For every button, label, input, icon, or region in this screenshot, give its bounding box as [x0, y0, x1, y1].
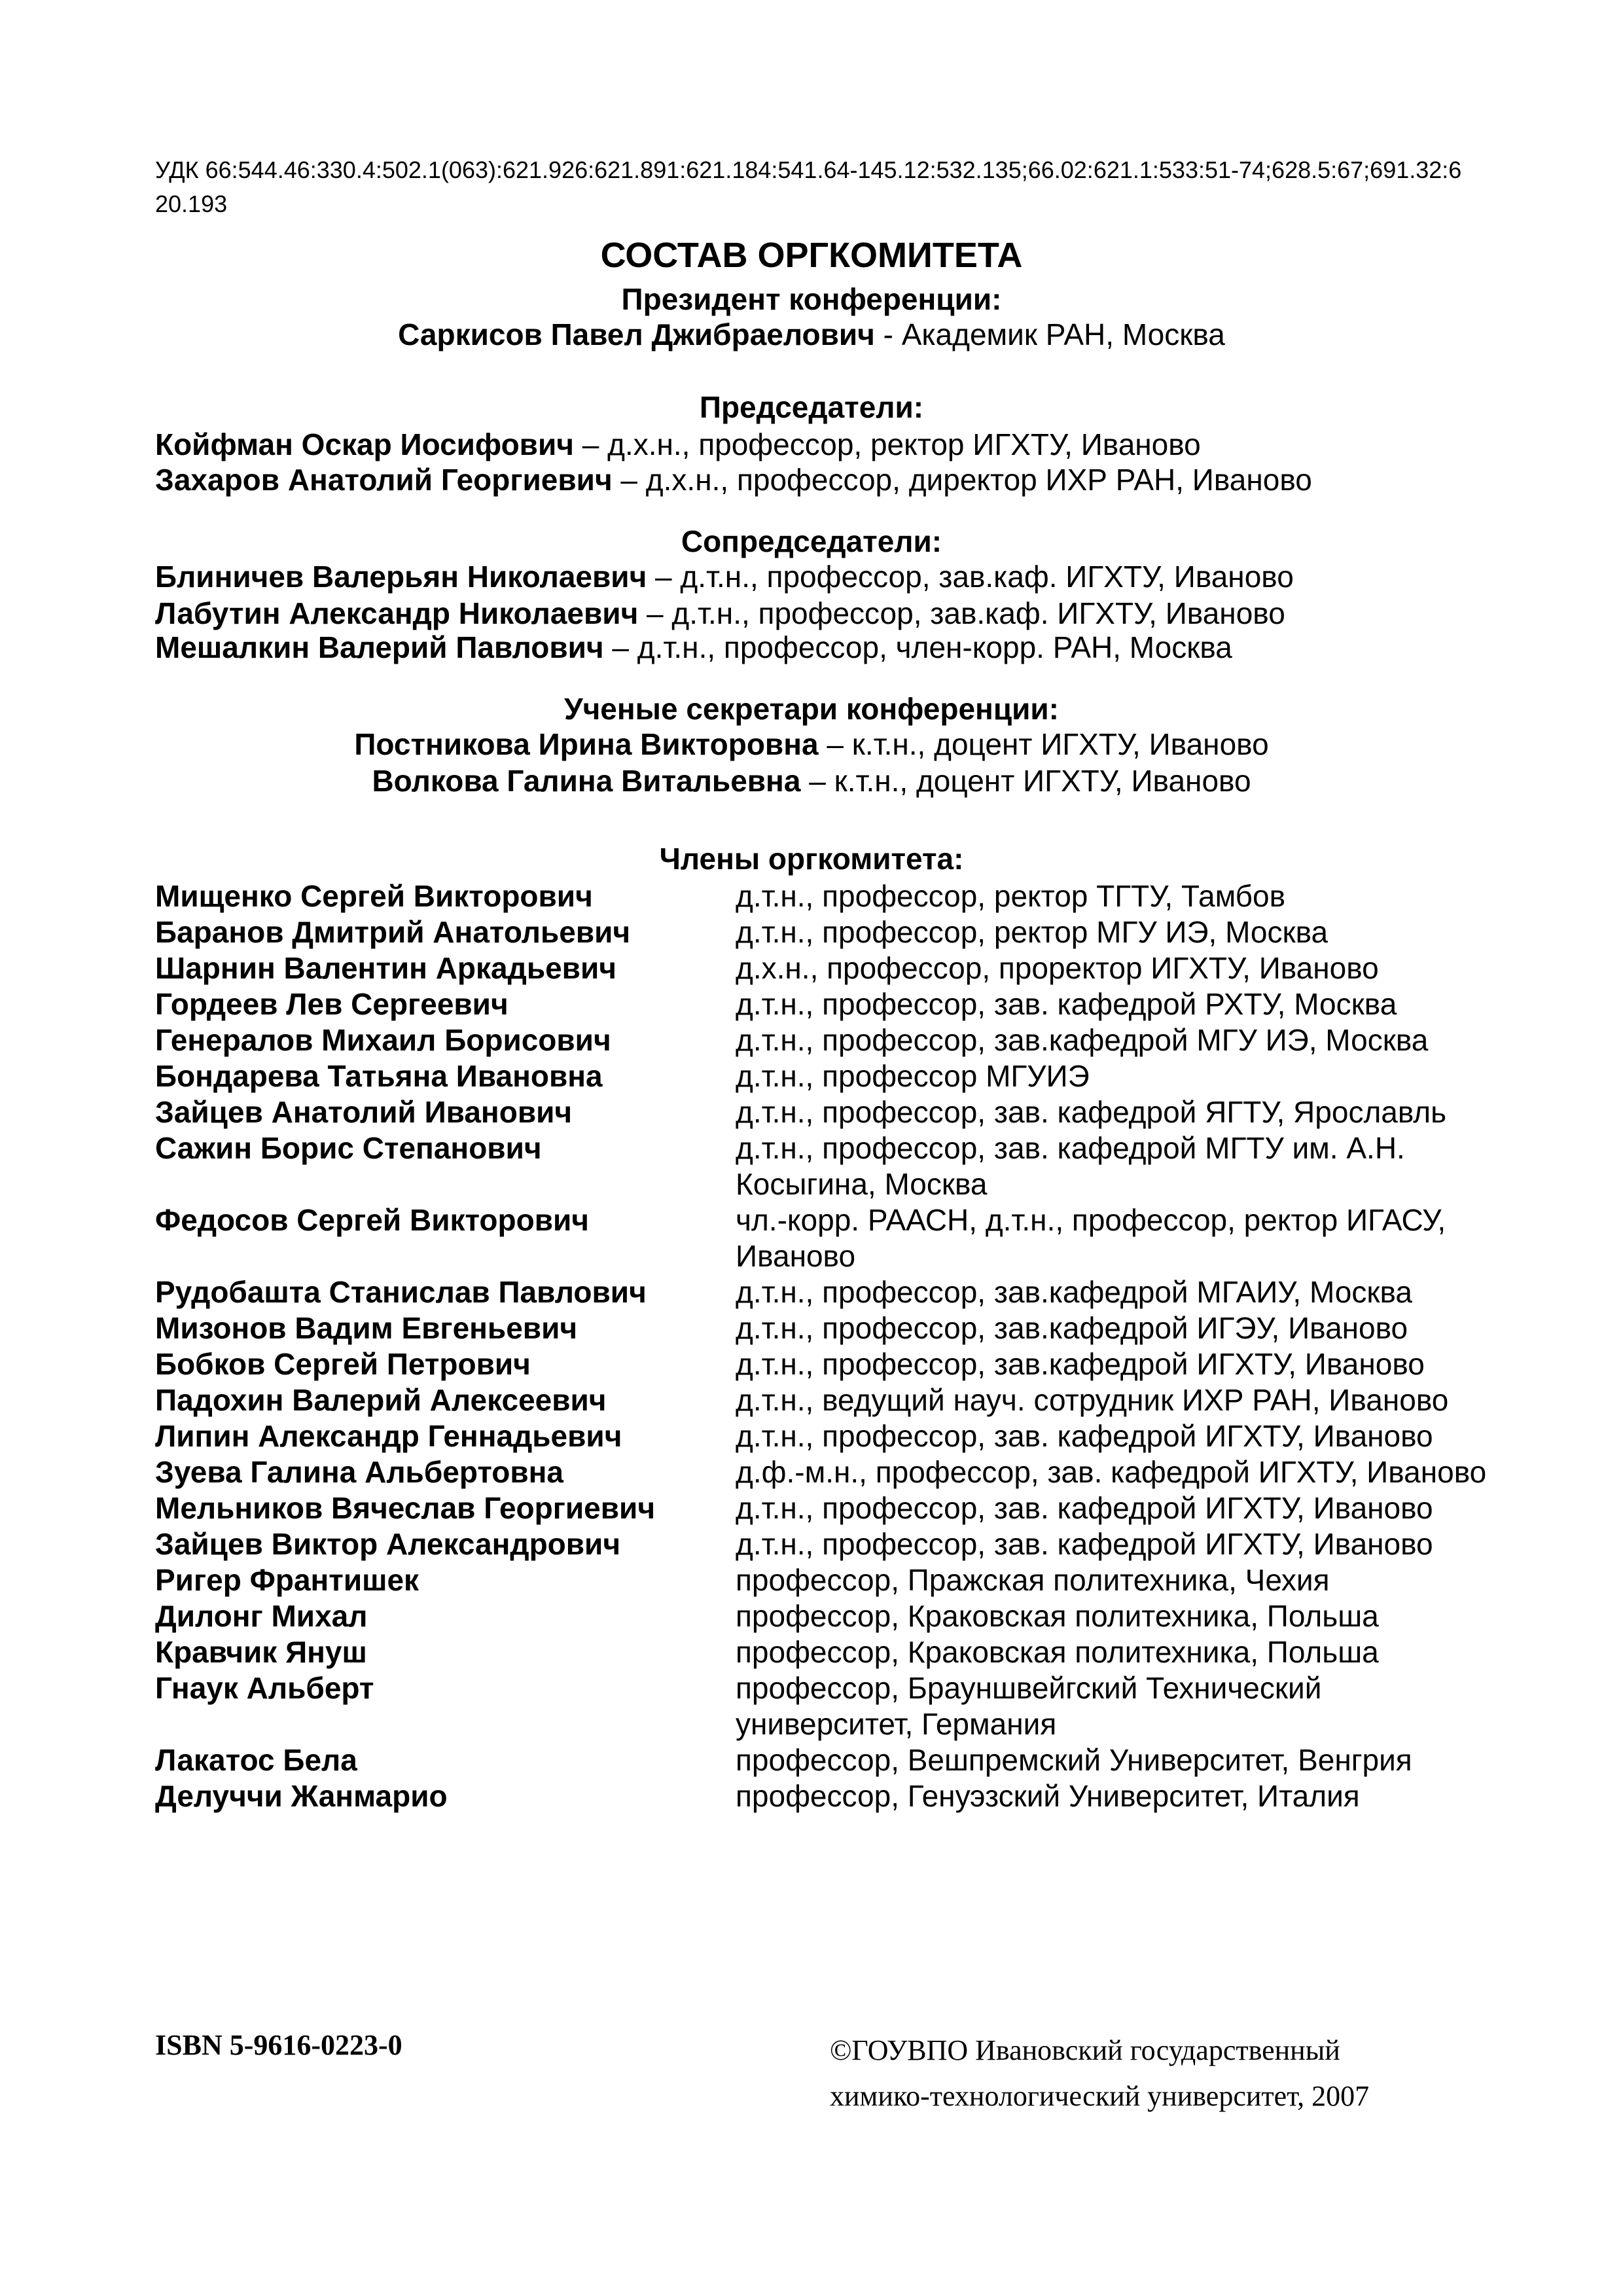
member-desc: д.х.н., профессор, проректор ИГХТУ, Иваново: [736, 951, 1379, 985]
cochair-line: [155, 559, 1294, 594]
president-desc: - Академик РАН, Москва: [874, 317, 1225, 351]
member-name: Падохин Валерий Алексеевич: [155, 1383, 607, 1417]
copyright: [830, 2028, 1369, 2119]
member-name: Зайцев Виктор Александрович: [155, 1527, 621, 1561]
chair-line: [155, 427, 1201, 462]
president-heading: Президент конференции:: [621, 282, 1002, 316]
member-name: Бондарева Татьяна Ивановна: [155, 1059, 603, 1093]
member-row: [155, 1274, 1503, 1310]
member-name: Бобков Сергей Петрович: [155, 1347, 531, 1381]
cochair-desc: – д.т.н., профессор, зав.каф. ИГХТУ, Иваново: [647, 560, 1294, 594]
member-name: Сажин Борис Степанович: [155, 1131, 542, 1165]
member-desc: д.т.н., профессор, зав. кафедрой ИГХТУ, Иваново: [736, 1527, 1433, 1561]
member-name: Дилонг Михал: [155, 1599, 368, 1633]
secretary-desc: – к.т.н., доцент ИГХТУ, Иваново: [800, 764, 1251, 798]
member-desc: профессор, Краковская политехника, Польша: [736, 1635, 1379, 1669]
members-list: [155, 878, 1503, 1814]
president-name: Саркисов Павел Джибраелович: [398, 317, 875, 351]
member-desc: профессор, Генуэзский Университет, Италия: [736, 1779, 1360, 1813]
member-row: [155, 1022, 1503, 1058]
member-desc: д.т.н., профессор, зав. кафедрой ИГХТУ, Иваново: [736, 1419, 1433, 1453]
member-desc: д.т.н., профессор, зав.кафедрой ИГЭУ, Иваново: [736, 1311, 1408, 1345]
member-name: Рудобашта Станислав Павлович: [155, 1275, 647, 1309]
member-name: Липин Александр Геннадьевич: [155, 1419, 622, 1453]
member-name: Лакатос Бела: [155, 1743, 357, 1777]
member-row: [155, 1562, 1503, 1598]
secretary-name: Волкова Галина Витальевна: [372, 764, 801, 798]
member-name: Мизонов Вадим Евгеньевич: [155, 1311, 578, 1345]
member-row: [155, 878, 1503, 914]
member-desc: профессор, Краковская политехника, Польша: [736, 1599, 1379, 1633]
member-desc: д.т.н., профессор, зав. кафедрой ИГХТУ, Иваново: [736, 1491, 1433, 1525]
copyright-line: ©ГОУВПО Ивановский государственный: [830, 2034, 1340, 2066]
chair-name: Захаров Анатолий Георгиевич: [155, 463, 613, 497]
member-row: [155, 1526, 1503, 1562]
isbn: ISBN 5-9616-0223-0: [155, 2029, 402, 2061]
member-name: Генералов Михаил Борисович: [155, 1023, 611, 1057]
member-row: [155, 1094, 1503, 1130]
member-row: [155, 1346, 1503, 1382]
cochairs-heading: Сопредседатели:: [681, 524, 942, 558]
member-row: [155, 1058, 1503, 1094]
secretary-line: [0, 726, 1623, 762]
chair-desc: – д.х.н., профессор, директор ИХР РАН, Иваново: [612, 463, 1312, 497]
member-name: Ригер Франтишек: [155, 1563, 419, 1597]
member-name: Шарнин Валентин Аркадьевич: [155, 951, 616, 985]
member-desc: д.т.н., ведущий науч. сотрудник ИХР РАН, Иваново: [736, 1383, 1449, 1417]
member-desc: д.т.н., профессор, ректор ТГТУ, Тамбов: [736, 879, 1286, 913]
udc-code: УДК 66:544.46:330.4:502.1(063):621.926:621.891:621.184:541.64-145.12:532.135;66.02:621.1:533:51-74;628.5:67;691.32:620.193: [155, 156, 1462, 217]
copyright-line: химико-технологический университет, 2007: [830, 2080, 1370, 2112]
member-desc: профессор, Пражская политехника, Чехия: [736, 1563, 1330, 1597]
member-row: [155, 986, 1503, 1022]
member-row: [155, 1742, 1503, 1778]
cochair-desc: – д.т.н., профессор, член-корр. РАН, Москва: [603, 630, 1232, 664]
member-row: [155, 1634, 1503, 1670]
member-name: Зуева Галина Альбертовна: [155, 1455, 563, 1489]
member-name: Мищенко Сергей Викторович: [155, 879, 593, 913]
member-row: [155, 1490, 1503, 1526]
cochair-name: Лабутин Александр Николаевич: [155, 596, 639, 630]
member-desc: д.т.н., профессор, зав. кафедрой РХТУ, Москва: [736, 987, 1397, 1021]
secretary-line: [0, 763, 1623, 798]
member-name: Мельников Вячеслав Георгиевич: [155, 1491, 656, 1525]
member-row: [155, 1670, 1503, 1742]
members-heading: Члены оргкомитета:: [659, 842, 964, 876]
chairs-heading: Председатели:: [699, 390, 924, 424]
member-row: [155, 1130, 1503, 1202]
member-row: [155, 1310, 1503, 1346]
member-desc: профессор, Брауншвейгский Технический университет, Германия: [736, 1671, 1322, 1741]
chair-name: Койфман Оскар Иосифович: [155, 427, 574, 461]
page-title: СОСТАВ ОРГКОМИТЕТА: [600, 236, 1023, 275]
member-row: [155, 950, 1503, 986]
member-desc: д.т.н., профессор, зав.кафедрой ИГХТУ, Иваново: [736, 1347, 1425, 1381]
member-desc: д.т.н., профессор МГУИЭ: [736, 1059, 1090, 1093]
member-name: Гордеев Лев Сергеевич: [155, 987, 508, 1021]
member-name: Гнаук Альберт: [155, 1671, 374, 1705]
member-desc: д.т.н., профессор, зав. кафедрой ЯГТУ, Ярославль: [736, 1095, 1447, 1129]
member-desc: профессор, Вешпремский Университет, Венгрия: [736, 1743, 1412, 1777]
member-row: [155, 1598, 1503, 1634]
member-row: [155, 1418, 1503, 1454]
member-desc: д.т.н., профессор, зав. кафедрой МГТУ им. А.Н. Косыгина, Москва: [736, 1131, 1405, 1201]
chair-desc: – д.х.н., профессор, ректор ИГХТУ, Иваново: [573, 427, 1201, 461]
president-line: [0, 317, 1623, 352]
member-desc: д.ф.-м.н., профессор, зав. кафедрой ИГХТУ, Иваново: [736, 1455, 1487, 1489]
cochair-name: Мешалкин Валерий Павлович: [155, 630, 604, 664]
member-row: [155, 1382, 1503, 1418]
chair-line: [155, 462, 1312, 497]
member-desc: чл.-корр. РААСН, д.т.н., профессор, ректор ИГАСУ, Иваново: [736, 1203, 1446, 1273]
secretary-name: Постникова Ирина Викторовна: [354, 727, 819, 761]
member-row: [155, 1454, 1503, 1490]
cochair-desc: – д.т.н., профессор, зав.каф. ИГХТУ, Иваново: [638, 596, 1285, 630]
member-name: Зайцев Анатолий Иванович: [155, 1095, 573, 1129]
member-row: [155, 914, 1503, 950]
member-name: Баранов Дмитрий Анатольевич: [155, 915, 631, 949]
member-desc: д.т.н., профессор, зав.кафедрой МГУ ИЭ, Москва: [736, 1023, 1429, 1057]
cochair-line: [155, 596, 1285, 631]
member-row: [155, 1202, 1503, 1274]
secretaries-heading: Ученые секретари конференции:: [563, 692, 1059, 726]
cochair-name: Блиничев Валерьян Николаевич: [155, 560, 647, 594]
member-row: [155, 1778, 1503, 1814]
member-name: Делуччи Жанмарио: [155, 1779, 448, 1813]
member-desc: д.т.н., профессор, ректор МГУ ИЭ, Москва: [736, 915, 1329, 949]
member-name: Кравчик Януш: [155, 1635, 367, 1669]
secretary-desc: – к.т.н., доцент ИГХТУ, Иваново: [818, 727, 1269, 761]
member-desc: д.т.н., профессор, зав.кафедрой МГАИУ, Москва: [736, 1275, 1412, 1309]
member-name: Федосов Сергей Викторович: [155, 1203, 589, 1237]
cochair-line: [155, 630, 1232, 665]
